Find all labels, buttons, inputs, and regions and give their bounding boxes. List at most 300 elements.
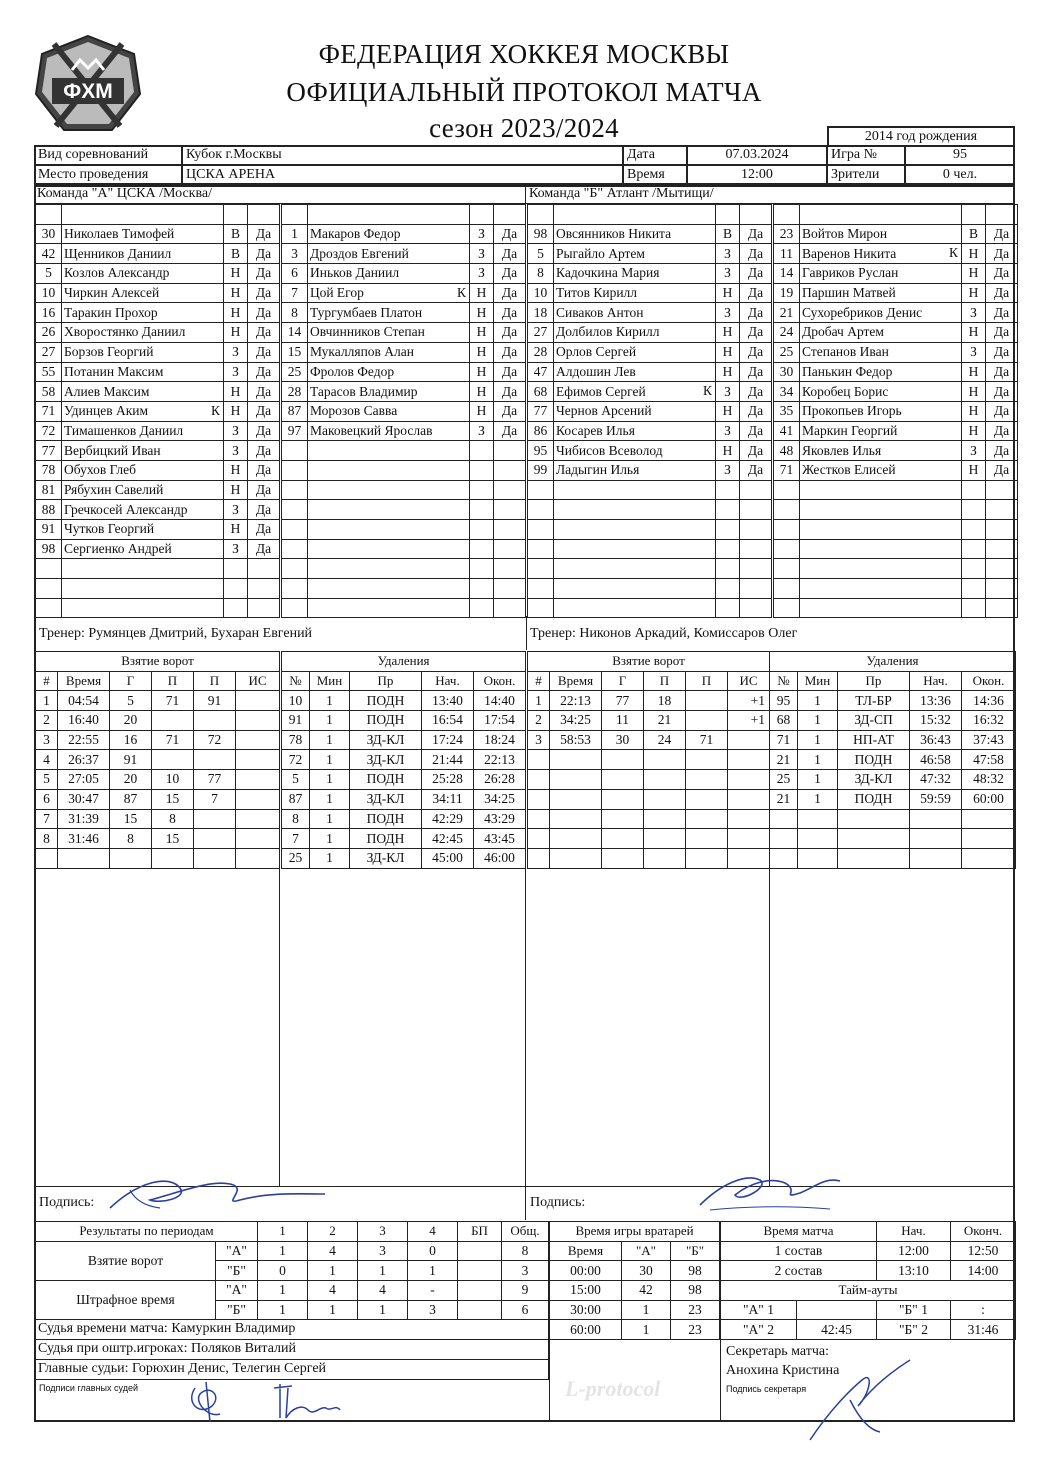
roster-row: [528, 539, 772, 559]
player-number-empty: [528, 539, 554, 559]
player-played: Да: [248, 264, 280, 284]
results-goals-a-0: 1: [258, 1241, 308, 1261]
penalties-title-row: [770, 652, 1016, 672]
player-name: [800, 362, 962, 382]
player-name-text: Иньков Даниил: [310, 265, 400, 281]
goal-assist-2: 71: [686, 730, 728, 750]
results-pim-a-2: 4: [358, 1281, 408, 1301]
penalty-row: [282, 750, 526, 770]
goal-time: 16:40: [58, 711, 110, 731]
player-played-empty: [986, 480, 1018, 500]
player-played: Да: [248, 342, 280, 362]
roster-row: [528, 303, 772, 323]
penalty-start: 59:59: [910, 789, 962, 809]
time-value: 12:00: [687, 165, 827, 185]
player-position-empty: [470, 559, 494, 579]
player-name-text: Тургумбаев Платон: [310, 304, 423, 320]
player-played: Да: [986, 224, 1018, 244]
results-goals-b-0: 0: [258, 1261, 308, 1281]
player-name: [554, 421, 716, 441]
goals-title: Взятие ворот: [36, 652, 280, 672]
roster-row: [36, 303, 280, 323]
player-number: 16: [36, 303, 62, 323]
results-header-2: 3: [358, 1222, 408, 1242]
spectators-value: 0 чел.: [905, 165, 1015, 185]
goal-assist-1-empty: [644, 848, 686, 868]
player-played: Да: [248, 401, 280, 421]
penalty-player: 78: [282, 730, 310, 750]
captain-mark: К: [948, 245, 958, 261]
roster-header-pos: [470, 205, 494, 225]
goals-header-2: Г: [110, 671, 152, 691]
player-number-empty: [774, 598, 800, 618]
penalty-reason-empty: [838, 809, 910, 829]
results-pim-a-3: -: [408, 1281, 458, 1301]
player-name-text: Маковецкий Ярослав: [310, 422, 433, 438]
penalty-minutes: 1: [798, 691, 838, 711]
goal-scorer-empty: [602, 848, 644, 868]
player-name: [308, 421, 470, 441]
goal-number-empty: [528, 750, 550, 770]
penalty-reason: ПОДН: [350, 829, 422, 849]
roster-header-name: [554, 205, 716, 225]
player-position: Н: [224, 323, 248, 343]
goals-header-0: #: [528, 671, 550, 691]
player-name-empty: [800, 598, 962, 618]
goals-header-5: ИС: [236, 671, 280, 691]
penalty-row: [282, 848, 526, 868]
penalties-header-row: [770, 671, 1016, 691]
goal-scorer: 20: [110, 770, 152, 790]
player-played: Да: [986, 323, 1018, 343]
penalty-start: 13:40: [422, 691, 474, 711]
goal-number: 3: [36, 730, 58, 750]
timeout-row: [721, 1300, 1016, 1320]
player-played-empty: [740, 579, 772, 599]
player-position-empty: [962, 520, 986, 540]
roster-header-row: [282, 205, 526, 225]
player-name: [308, 264, 470, 284]
player-position: Н: [470, 303, 494, 323]
roster-row: [282, 460, 526, 480]
penalty-minutes: 1: [310, 770, 350, 790]
penalty-end: 43:29: [474, 809, 526, 829]
player-number: 14: [282, 323, 308, 343]
player-name-text: Чутков Георгий: [64, 521, 155, 537]
roster-row: [282, 342, 526, 362]
roster-row: [36, 559, 280, 579]
player-played: Да: [248, 460, 280, 480]
roster-row: [774, 520, 1018, 540]
player-number: 28: [528, 342, 554, 362]
penalty-row: [282, 829, 526, 849]
penalty-end: 14:36: [962, 691, 1016, 711]
goal-situation-empty: [728, 809, 770, 829]
roster-row: [36, 401, 280, 421]
goal-situation: [236, 711, 280, 731]
player-name-text: Обухов Глеб: [64, 462, 136, 478]
goal-time: 31:39: [58, 809, 110, 829]
goalie-header-row: [550, 1241, 720, 1261]
roster-row: [528, 244, 772, 264]
player-position: Н: [224, 303, 248, 323]
goal-situation: [236, 809, 280, 829]
player-played: Да: [740, 283, 772, 303]
penalty-end-empty: [962, 848, 1016, 868]
team-b-roster-right: [773, 204, 1018, 618]
player-name-text: Козлов Александр: [64, 265, 170, 281]
player-number-empty: [774, 559, 800, 579]
goal-row: [528, 750, 770, 770]
results-header-1: 2: [308, 1222, 358, 1242]
player-number: 3: [282, 244, 308, 264]
captain-mark: К: [210, 402, 220, 418]
player-played-empty: [986, 520, 1018, 540]
player-name-empty: [554, 539, 716, 559]
roster-row: [774, 382, 1018, 402]
penalty-minutes-empty: [798, 829, 838, 849]
player-name-text: Долбилов Кирилл: [556, 324, 660, 340]
player-position: Н: [224, 264, 248, 284]
goalie-row: [550, 1281, 720, 1301]
timeout-a-label: "А" 2: [721, 1320, 797, 1340]
team-a-signature-label: Подпись:: [39, 1195, 95, 1210]
penalty-row: [770, 809, 1016, 829]
player-name-text: Степанов Иван: [802, 344, 889, 360]
penalty-reason: ПОДН: [350, 770, 422, 790]
player-name-empty: [554, 559, 716, 579]
player-played: Да: [248, 303, 280, 323]
player-number: 18: [528, 303, 554, 323]
player-position: З: [224, 421, 248, 441]
player-played: Да: [986, 441, 1018, 461]
player-name: [308, 401, 470, 421]
player-number: 25: [774, 342, 800, 362]
player-played: Да: [248, 520, 280, 540]
goal-number: 1: [36, 691, 58, 711]
player-position: Н: [962, 323, 986, 343]
player-name: [62, 323, 224, 343]
results-pim-a-5: 9: [502, 1281, 549, 1301]
player-position: В: [224, 224, 248, 244]
goal-assist-2: [194, 750, 236, 770]
player-played: Да: [740, 323, 772, 343]
penalty-player: 7: [282, 829, 310, 849]
player-name: [62, 224, 224, 244]
player-name: [800, 401, 962, 421]
roster-header-pos: [224, 205, 248, 225]
player-name-text: Николаев Тимофей: [64, 226, 175, 242]
player-number-empty: [774, 520, 800, 540]
player-number: 68: [528, 382, 554, 402]
main-referees: Главные судьи: Горюхин Денис, Телегин Сергей: [35, 1360, 549, 1380]
roster-row: [282, 264, 526, 284]
player-position: Н: [962, 244, 986, 264]
player-played-empty: [740, 559, 772, 579]
secretary-divider: [720, 1340, 721, 1422]
player-number: 6: [282, 264, 308, 284]
goal-scorer: 5: [110, 691, 152, 711]
goals-header-1: Время: [550, 671, 602, 691]
player-position-empty: [962, 539, 986, 559]
player-name-text: Овсянников Никита: [556, 226, 672, 242]
player-played: Да: [494, 303, 526, 323]
goal-scorer: 11: [602, 711, 644, 731]
penalty-row: [770, 711, 1016, 731]
results-goals-a-2: 3: [358, 1241, 408, 1261]
player-number: 11: [774, 244, 800, 264]
roster-row: [282, 362, 526, 382]
roster-row: [774, 264, 1018, 284]
goal-assist-1-empty: [644, 789, 686, 809]
penalty-reason: ПОДН: [350, 691, 422, 711]
goals-title-row: [528, 652, 770, 672]
penalty-row: [282, 789, 526, 809]
match-time-start: 13:10: [877, 1261, 951, 1281]
player-position: Н: [224, 480, 248, 500]
penalty-reason: ТЛ-БР: [838, 691, 910, 711]
player-position: Н: [470, 401, 494, 421]
results-header-5: Общ.: [502, 1222, 549, 1242]
goal-assist-1: [152, 750, 194, 770]
goals-header-4: П: [686, 671, 728, 691]
penalty-start: 36:43: [910, 730, 962, 750]
player-played: Да: [494, 421, 526, 441]
results-pim-row: [36, 1281, 549, 1301]
roster-row: [528, 579, 772, 599]
player-name-text: Маркин Георгий: [802, 422, 898, 438]
roster-row: [36, 264, 280, 284]
player-name-text: Макаров Федор: [310, 226, 401, 242]
goal-assist-2: [686, 711, 728, 731]
team-b-roster-left: [527, 204, 772, 618]
player-name: [800, 303, 962, 323]
penalty-row: [282, 770, 526, 790]
player-number-empty: [282, 539, 308, 559]
player-name-empty: [800, 520, 962, 540]
player-number-empty: [282, 520, 308, 540]
player-played-empty: [986, 539, 1018, 559]
player-number: 30: [36, 224, 62, 244]
team-b-penalties-table: [769, 651, 1016, 869]
penalty-minutes: 1: [310, 809, 350, 829]
player-name-empty: [308, 598, 470, 618]
player-position: Н: [470, 283, 494, 303]
period-results-table: [35, 1221, 549, 1320]
roster-row: [36, 539, 280, 559]
player-position: В: [962, 224, 986, 244]
results-pim-a-0: 1: [258, 1281, 308, 1301]
player-played-empty: [494, 500, 526, 520]
penalties-header-0: №: [282, 671, 310, 691]
player-position: Н: [470, 342, 494, 362]
goal-scorer: 77: [602, 691, 644, 711]
goal-situation: [236, 770, 280, 790]
roster-row: [528, 520, 772, 540]
goalie-time: 15:00: [550, 1281, 622, 1301]
goal-number-empty: [528, 789, 550, 809]
player-position: Н: [716, 362, 740, 382]
goalie-title: Время игры вратарей: [550, 1222, 720, 1242]
results-goals-row: [36, 1241, 549, 1261]
player-played: Да: [740, 303, 772, 323]
penalty-reason: ЗД-КЛ: [350, 730, 422, 750]
player-number: 77: [36, 441, 62, 461]
penalty-minutes: 1: [310, 730, 350, 750]
player-number: 14: [774, 264, 800, 284]
player-name-text: Кадочкина Мария: [556, 265, 660, 281]
player-name-text: Ладыгин Илья: [556, 462, 640, 478]
player-number: 10: [36, 283, 62, 303]
penalty-reason: ЗД-КЛ: [838, 770, 910, 790]
penalty-end: 16:32: [962, 711, 1016, 731]
goal-row: [36, 848, 280, 868]
player-number: 28: [282, 382, 308, 402]
player-position: Н: [224, 401, 248, 421]
goals-header-5: ИС: [728, 671, 770, 691]
player-name: [62, 264, 224, 284]
roster-header-pos: [962, 205, 986, 225]
player-played-empty: [248, 598, 280, 618]
goal-situation: [236, 730, 280, 750]
goal-assist-2: 91: [194, 691, 236, 711]
player-name: [800, 441, 962, 461]
results-pim-a-1: 4: [308, 1281, 358, 1301]
player-name-empty: [800, 539, 962, 559]
results-goals-a-4: [458, 1241, 502, 1261]
roster-row: [36, 323, 280, 343]
referees-sign-label: Подписи главных судей: [39, 1383, 139, 1393]
player-position: З: [470, 244, 494, 264]
results-team-a: "А": [216, 1241, 258, 1261]
player-played-empty: [494, 559, 526, 579]
penalties-header-0: №: [770, 671, 798, 691]
roster-row: [774, 323, 1018, 343]
penalty-start: 34:11: [422, 789, 474, 809]
player-number: 47: [528, 362, 554, 382]
player-name-text: Дробач Артем: [802, 324, 884, 340]
player-position: З: [470, 264, 494, 284]
penalties-header-4: Окон.: [474, 671, 526, 691]
penalty-start: 42:29: [422, 809, 474, 829]
results-title: Результаты по периодам: [36, 1222, 258, 1242]
goal-row: [528, 789, 770, 809]
player-number: 30: [774, 362, 800, 382]
team-a-coach: Тренер: Румянцев Дмитрий, Бухаран Евгений: [39, 626, 313, 641]
roster-row: [528, 460, 772, 480]
penalty-player: 72: [282, 750, 310, 770]
player-position: Н: [962, 283, 986, 303]
goal-scorer-empty: [602, 750, 644, 770]
player-name-text: Алдошин Лев: [556, 363, 636, 379]
player-position: Н: [962, 382, 986, 402]
logo-text: ФХМ: [63, 80, 113, 103]
penalty-row: [282, 711, 526, 731]
goal-assist-2: [194, 809, 236, 829]
goal-situation-empty: [728, 750, 770, 770]
federation-title: ФЕДЕРАЦИЯ ХОККЕЯ МОСКВЫ: [318, 39, 730, 69]
player-position-empty: [716, 520, 740, 540]
goals-header-2: Г: [602, 671, 644, 691]
goal-row: [36, 711, 280, 731]
player-position: Н: [224, 283, 248, 303]
player-number: 98: [36, 539, 62, 559]
player-name-text: Хворостянко Даниил: [64, 324, 186, 340]
player-name: [554, 244, 716, 264]
penalty-player-empty: [770, 848, 798, 868]
goal-time-empty: [550, 750, 602, 770]
player-name-text: Сиваков Антон: [556, 304, 644, 320]
officials-divider: [549, 1340, 550, 1422]
player-position: Н: [224, 460, 248, 480]
roster-row: [774, 480, 1018, 500]
player-number: 35: [774, 401, 800, 421]
player-name-text: Войтов Мирон: [802, 226, 888, 242]
results-pim-b-5: 6: [502, 1300, 549, 1320]
penalty-start: 42:45: [422, 829, 474, 849]
player-played: Да: [494, 264, 526, 284]
roster-row: [528, 421, 772, 441]
player-name: [554, 264, 716, 284]
player-position: З: [716, 303, 740, 323]
player-name: [800, 224, 962, 244]
player-position: В: [716, 224, 740, 244]
roster-row: [282, 500, 526, 520]
player-number-empty: [282, 480, 308, 500]
player-name-text: Косарев Илья: [556, 422, 635, 438]
goal-row: [36, 730, 280, 750]
penalty-start: 21:44: [422, 750, 474, 770]
player-played-empty: [494, 598, 526, 618]
player-name-text: Ефимов Сергей: [556, 383, 646, 399]
player-played: Да: [986, 460, 1018, 480]
roster-row: [774, 579, 1018, 599]
player-name: [308, 303, 470, 323]
protocol-title: ОФИЦИАЛЬНЫЙ ПРОТОКОЛ МАТЧА: [286, 77, 762, 107]
results-pim-label: Штрафное время: [36, 1281, 216, 1320]
match-time-row: [721, 1241, 1016, 1261]
goalie-header-1: "А": [622, 1241, 671, 1261]
roster-row: [282, 283, 526, 303]
player-name: [800, 264, 962, 284]
player-played-empty: [740, 598, 772, 618]
player-name: [62, 362, 224, 382]
player-position-empty: [962, 598, 986, 618]
player-name-text: Фролов Федор: [310, 363, 395, 379]
goalie-time: 00:00: [550, 1261, 622, 1281]
roster-row: [774, 598, 1018, 618]
penalty-end: 26:28: [474, 770, 526, 790]
player-name-text: Мукалляпов Алан: [310, 344, 414, 360]
player-played: Да: [986, 264, 1018, 284]
roster-row: [528, 224, 772, 244]
player-played: Да: [248, 441, 280, 461]
roster-row: [528, 382, 772, 402]
roster-header-row: [36, 205, 280, 225]
penalty-start: 47:32: [910, 770, 962, 790]
goalie-row: [550, 1320, 720, 1340]
penalty-player: 21: [770, 789, 798, 809]
goal-time: 26:37: [58, 750, 110, 770]
player-name-text: Овчинников Степан: [310, 324, 425, 340]
penalty-row: [282, 809, 526, 829]
results-goals-b-4: [458, 1261, 502, 1281]
secretary-name: Анохина Кристина: [726, 1363, 840, 1378]
goalie-b: 98: [671, 1281, 720, 1301]
penalty-start-empty: [910, 809, 962, 829]
match-time-start: 12:00: [877, 1241, 951, 1261]
penalty-row: [770, 770, 1016, 790]
